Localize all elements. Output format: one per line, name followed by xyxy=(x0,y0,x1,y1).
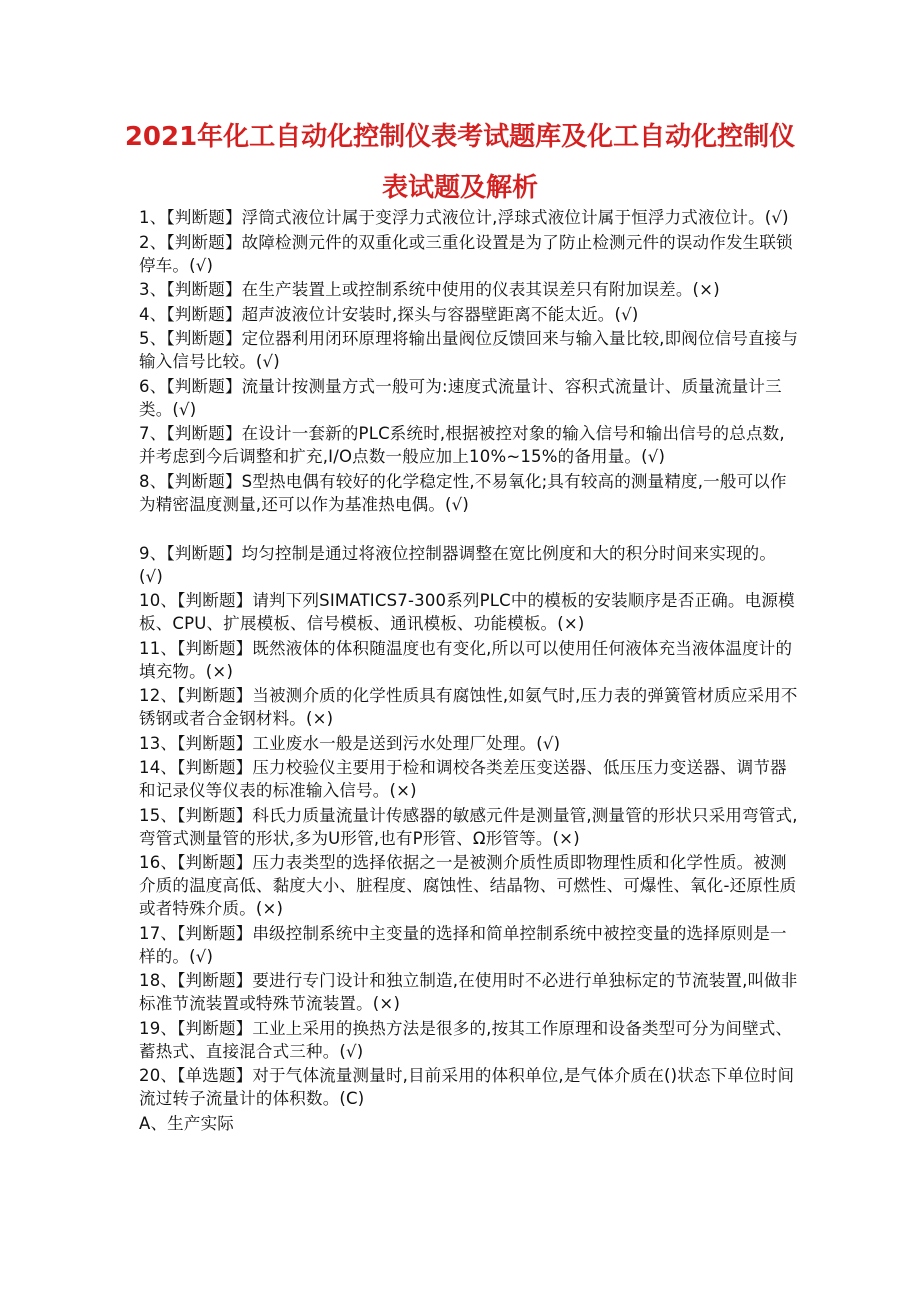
option-item: A、生产实际 xyxy=(139,1113,234,1133)
document-title-line-2: 表试题及解析 xyxy=(381,173,538,203)
document-title-line-1: 2021年化工自动化控制仪表考试题库及化工自动化控制仪 xyxy=(124,122,796,152)
question-item: 5、【判断题】定位器利用闭环原理将输出量阀位反馈回来与输入量比较,即阀位信号直接与输入信号比较。(√) xyxy=(139,329,799,371)
question-item: 13、【判断题】工业废水一般是送到污水处理厂处理。(√) xyxy=(139,733,561,753)
question-item: 11、【判断题】既然液体的体积随温度也有变化,所以可以使用任何液体充当液体温度计的填充物。(×) xyxy=(139,638,793,681)
question-item: 18、【判断题】要进行专门设计和独立制造,在使用时不必进行单独标定的节流装置,叫做非标准节流装置或特殊节流装置。(×) xyxy=(139,971,798,1013)
question-item: 9、【判断题】均匀控制是通过将液位控制器调整在宽比例度和大的积分时间来实现的。(√) xyxy=(139,543,777,586)
question-item: 14、【判断题】压力校验仪主要用于检和调校各类差压变送器、低压压力变送器、调节器和记录仪等仪表的标准输入信号。(×) xyxy=(139,758,787,800)
question-item: 3、【判断题】在生产装置上或控制系统中使用的仪表其误差只有附加误差。(×) xyxy=(139,280,720,299)
question-item: 8、【判断题】S型热电偶有较好的化学稳定性,不易氧化;具有较高的测量精度,一般可以作为精密温度测量,还可以作为基准热电偶。(√) xyxy=(139,471,787,514)
question-item: 16、【判断题】压力表类型的选择依据之一是被测介质性质即物理性质和化学性质。被测介质的温度高低、黏度大小、脏程度、腐蚀性、结晶物、可燃性、可爆性、氧化-还原性质或者特殊介质。(×) xyxy=(139,853,797,918)
question-item: 6、【判断题】流量计按测量方式一般可为:速度式流量计、容积式流量计、质量流量计三类。(√) xyxy=(139,376,782,419)
question-item: 10、【判断题】请判下列SIMATICS7-300系列PLC中的模板的安装顺序是否正确。电源模板、CPU、扩展模板、信号模板、通讯模板、功能模板。(×) xyxy=(139,591,795,633)
question-list xyxy=(139,206,799,1136)
question-item: 2、【判断题】故障检测元件的双重化或三重化设置是为了防止检测元件的误动作发生联锁停车。(√) xyxy=(139,232,793,275)
question-item: 20、【单选题】对于气体流量测量时,目前采用的体积单位,是气体介质在()状态下单位时间流过转子流量计的体积数。(C) xyxy=(139,1066,795,1108)
question-item: 4、【判断题】超声波液位计安装时,探头与容器壁距离不能太近。(√) xyxy=(139,304,639,324)
question-item: 17、【判断题】串级控制系统中主变量的选择和简单控制系统中被控变量的选择原则是一样的。(√) xyxy=(139,923,787,966)
question-item: 19、【判断题】工业上采用的换热方法是很多的,按其工作原理和设备类型可分为间壁式、蓄热式、直接混合式三种。(√) xyxy=(139,1018,793,1061)
question-item: 12、【判断题】当被测介质的化学性质具有腐蚀性,如氨气时,压力表的弹簧管材质应采用不锈钢或者合金钢材料。(×) xyxy=(139,686,798,728)
question-item: 7、【判断题】在设计一套新的PLC系统时,根据被控对象的输入信号和输出信号的总点数,并考虑到今后调整和扩充,I/O点数一般应加上10%~15%的备用量。(√) xyxy=(139,424,785,466)
question-item: 15、【判断题】科氏力质量流量计传感器的敏感元件是测量管,测量管的形状只采用弯管式,弯管式测量管的形状,多为U形管,也有P形管、Ω形管等。(×) xyxy=(139,805,798,848)
question-item: 1、【判断题】浮筒式液位计属于变浮力式液位计,浮球式液位计属于恒浮力式液位计。(√) xyxy=(139,208,789,227)
